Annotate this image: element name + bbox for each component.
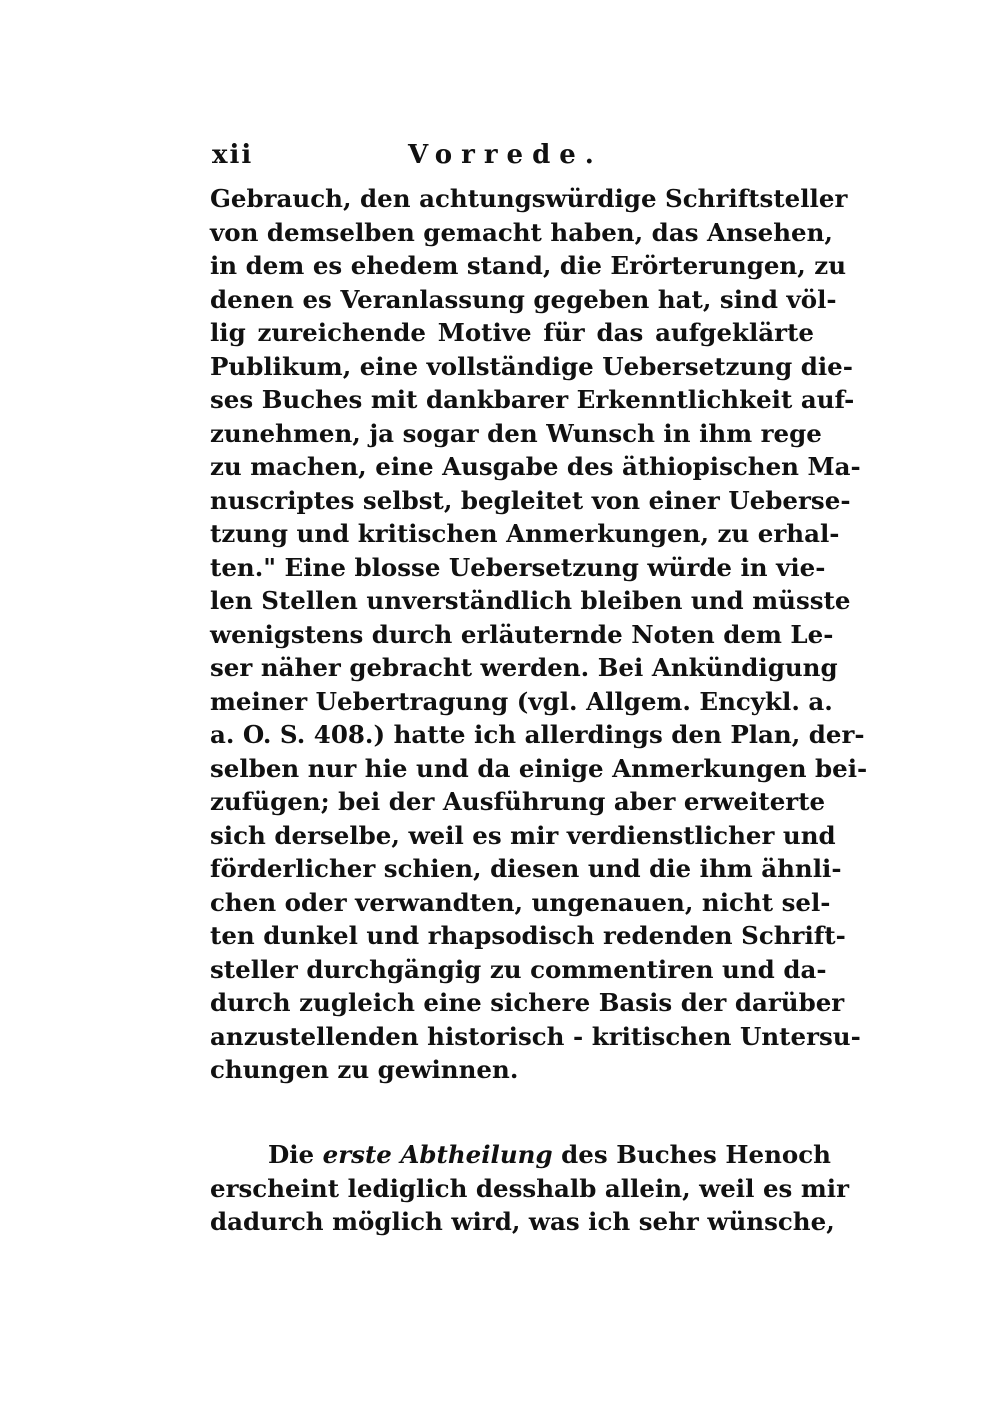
text-line: a. O. S. 408.) hatte ich allerdings den Plan, der- <box>210 720 865 749</box>
text-line: denen es Veranlassung gegeben hat, sind völ- <box>210 284 837 314</box>
text-line: tzung und kritischen Anmerkungen, zu erhal- <box>210 519 840 548</box>
text-line: von demselben gemacht haben, das Ansehen, <box>210 217 833 247</box>
text-line: ten dunkel und rhapsodisch redenden Schrift- <box>210 921 846 950</box>
text-line: lig zureichende Motive für das aufgeklärte <box>210 318 814 347</box>
running-head: Vorrede. <box>408 140 603 170</box>
text-line: steller durchgängig zu commentiren und da- <box>210 954 827 984</box>
text-line: chungen zu gewinnen. <box>210 1055 519 1084</box>
text-line: ses Buches mit dankbarer Erkenntlichkeit auf- <box>210 385 855 414</box>
text-line: nuscriptes selbst, begleitet von einer Ueberse- <box>210 485 851 515</box>
text-line <box>210 1138 831 1172</box>
text-line: len Stellen unverständlich bleiben und müsste <box>210 586 851 615</box>
text-line: in dem es ehedem stand, die Erörterungen, zu <box>210 251 847 280</box>
text-line: wenigstens durch erläuternde Noten dem Le- <box>210 619 834 649</box>
text-run: Die <box>268 1140 323 1169</box>
text-line: durch zugleich eine sichere Basis der darüber <box>210 988 845 1017</box>
text-line: förderlicher schien, diesen und die ihm ähnli- <box>210 854 842 883</box>
text-line: chen oder verwandten, ungenauen, nicht sel- <box>210 887 831 917</box>
text-line: Gebrauch, den achtungswürdige Schriftsteller <box>210 184 848 213</box>
text-run: des Buches Henoch <box>552 1140 831 1169</box>
text-line: selben nur hie und da einige Anmerkungen bei- <box>210 753 868 783</box>
text-line: ser näher gebracht werden. Bei Ankündigung <box>210 653 838 682</box>
text-line: erscheint lediglich desshalb allein, weil es mir <box>210 1173 849 1203</box>
text-line: dadurch möglich wird, was ich sehr wünsche, <box>210 1207 835 1236</box>
page-number: xii <box>212 140 254 170</box>
paragraph-2 <box>210 1138 849 1239</box>
text-line: anzustellenden historisch - kritischen Untersu- <box>210 1021 861 1051</box>
paragraph-1 <box>210 182 868 1087</box>
emphasis-text: erste Abtheilung <box>322 1140 553 1169</box>
text-line: Publikum, eine vollständige Uebersetzung die- <box>210 351 853 381</box>
text-line: ten." Eine blosse Uebersetzung würde in vie- <box>210 552 826 582</box>
text-line: sich derselbe, weil es mir verdienstlicher und <box>210 820 836 850</box>
text-line: zunehmen, ja sogar den Wunsch in ihm rege <box>210 418 822 448</box>
text-line: zufügen; bei der Ausführung aber erweiterte <box>210 787 826 816</box>
page-header <box>212 140 632 176</box>
text-line: meiner Uebertragung (vgl. Allgem. Encykl. a. <box>210 686 833 716</box>
text-line: zu machen, eine Ausgabe des äthiopischen Ma- <box>210 452 861 481</box>
